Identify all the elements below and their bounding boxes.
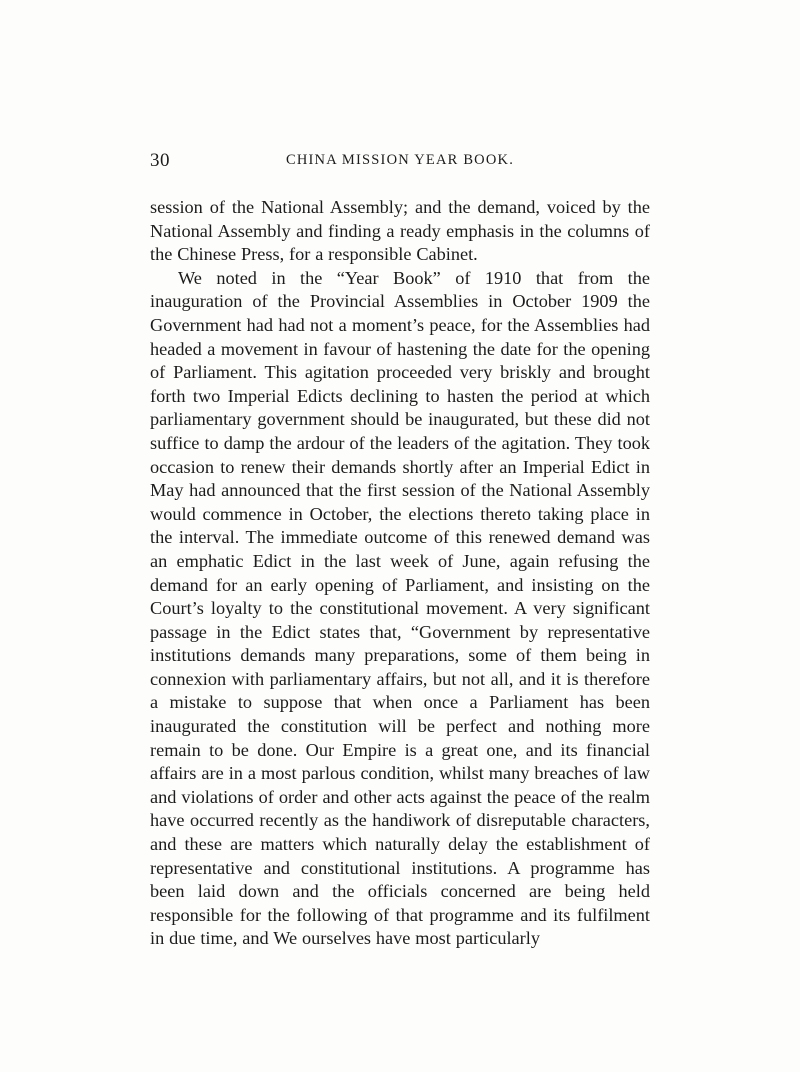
body-text [150,196,650,951]
paragraph-continuation: session of the National Assembly; and the demand, voiced by the National Assembly and finding a ready emphasis in the columns of the Chinese Press, for a responsible Cabinet. [150,197,650,265]
paragraph-main: We noted in the “Year Book” of 1910 that from the inauguration of the Provincial Assemblies in October 1909 the Government had had not a moment’s peace, for the Assemblies had headed a movement in favour of hastening the date for the opening of Parliament. This agitation proceeded very briskly and brought forth two Imperial Edicts declining to hasten the period at which parliamentary government should be inaugurated, but these did not suffice to damp the ardour of the leaders of the agitation. They took occasion to renew their demands shortly after an Imperial Edict in May had announced that the first session of the National Assembly would commence in October, the elections thereto taking place in the interval. The immediate outcome of this renewed demand was an emphatic Edict in the last week of June, again refusing the demand for an early opening of Parliament, and insisting on the Court’s loyalty to the constitutional movement. A very significant passage in the Edict states that, “Government by representative institutions demands many preparations, some of them being in connexion with parliamentary affairs, but not all, and it is therefore a mistake to suppose that when once a Parliament has been inaugurated the constitution will be perfect and nothing more remain to be done. Our Empire is a great one, and its financial affairs are in a most parlous condition, whilst many breaches of law and violations of order and other acts against the peace of the realm have occurred recently as the handiwork of disreputable characters, and these are matters which naturally delay the establishment of representative and constitutional institutions. A programme has been laid down and the officials concerned are being held responsible for the following of that programme and its fulfilment in due time, and We ourselves have most particularly [150,267,650,949]
running-head: CHINA MISSION YEAR BOOK. [285,152,515,168]
page-number: 30 [150,150,170,171]
page-header [150,150,650,172]
